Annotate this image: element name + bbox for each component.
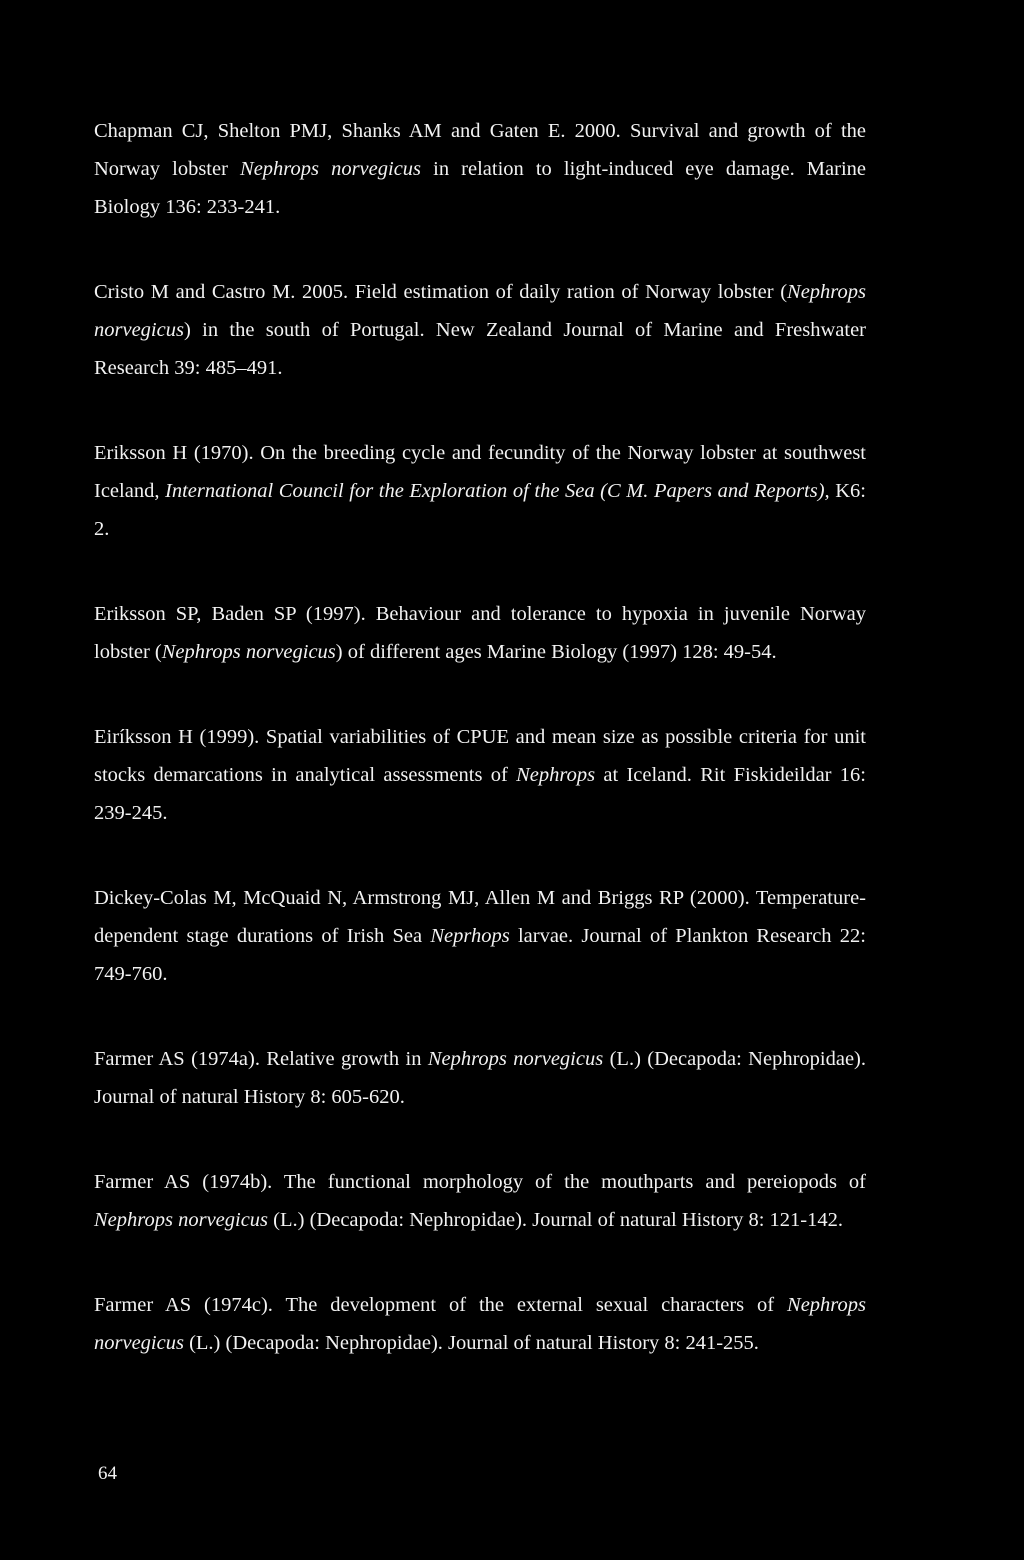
reference-text: Farmer AS (1974b). The functional morphology of the mouthparts and pereiopods of [94,1171,866,1193]
reference-text-italic: Nephrops norvegicus [161,641,336,663]
reference-entry [94,595,866,671]
reference-text-italic: Nephrops norvegicus [94,1294,866,1354]
reference-text: at Iceland. Rit Fiskideildar 16: 239-245. [94,764,866,824]
reference-text: Chapman CJ, Shelton PMJ, Shanks AM and Gaten E. 2000. Survival and growth of the Norway lobster [94,120,866,180]
reference-text: ) of different ages Marine Biology (1997) 128: 49-54. [335,641,777,663]
reference-text: ) in the south of Portugal. New Zealand Journal of Marine and Freshwater Research 39: 485–491. [94,319,866,379]
reference-entry [94,879,866,993]
reference-entry [94,112,866,226]
reference-text: Farmer AS (1974c). The development of the external sexual characters of [94,1294,788,1316]
reference-entry [94,1163,866,1239]
reference-text-italic: Nephrops norvegicus [240,158,422,180]
reference-text-italic: International Council for the Exploration of the Sea (C M. Papers and Reports), [165,480,830,502]
reference-text-italic: Nephrops norvegicus [427,1048,604,1070]
reference-text-italic: Nephrops [516,764,596,786]
reference-text: (L.) (Decapoda: Nephropidae). Journal of natural History 8: 121-142. [268,1209,844,1231]
reference-entry [94,718,866,832]
reference-text: Eriksson SP, Baden SP (1997). Behaviour and tolerance to hypoxia in juvenile Norway lobster ( [94,603,866,663]
reference-text: in relation to light-induced eye damage. Marine Biology 136: 233-241. [94,158,866,218]
reference-text: Dickey-Colas M, McQuaid N, Armstrong MJ, Allen M and Briggs RP (2000). Temperature-dependent stage durations of Irish Sea [94,887,866,947]
reference-list [94,112,866,1409]
reference-text-italic: Nephrops norvegicus [94,1209,269,1231]
reference-text: Eiríksson H (1999). Spatial variabilities of CPUE and mean size as possible criteria for unit stocks demarcations in analytical assessments of [94,726,866,786]
reference-text-italic: Nephrops norvegicus [94,281,866,341]
reference-text: (L.) (Decapoda: Nephropidae). Journal of natural History 8: 605-620. [94,1048,866,1108]
reference-text: Farmer AS (1974a). Relative growth in [94,1048,428,1070]
reference-text: larvae. Journal of Plankton Research 22: 749-760. [94,925,866,985]
reference-text: K6: 2. [94,480,867,540]
reference-text: (L.) (Decapoda: Nephropidae). Journal of natural History 8: 241-255. [183,1332,759,1354]
reference-text: Cristo M and Castro M. 2005. Field estimation of daily ration of Norway lobster ( [94,281,788,303]
page-number: 64 [98,1463,117,1484]
reference-text: Eriksson H (1970). On the breeding cycle and fecundity of the Norway lobster at southwest Iceland, [94,442,866,502]
reference-entry [94,1286,866,1362]
reference-entry [94,434,866,548]
reference-entry [94,273,866,387]
reference-text-italic: Neprhops [430,925,510,947]
reference-entry [94,1040,866,1116]
